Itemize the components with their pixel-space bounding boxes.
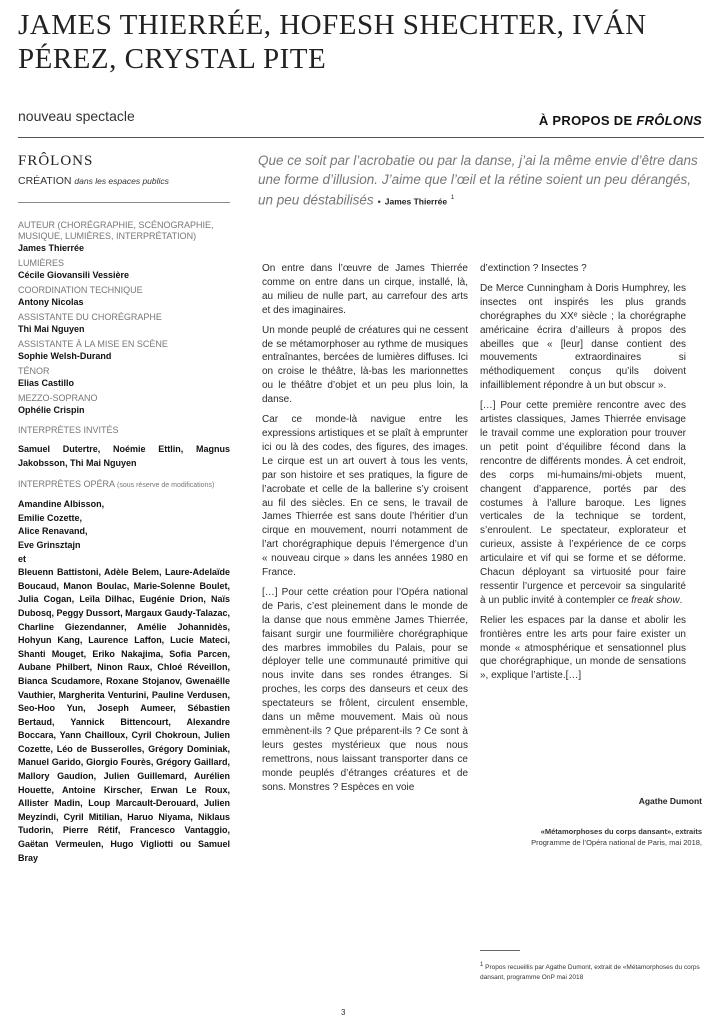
credit-item (18, 220, 230, 254)
credit-item (18, 285, 230, 308)
article-paragraph: Un monde peuplé de créatures qui ne cessent de se métamorphoser au rythme de musiques entraînantes, bercées de lumières diffuses. Ici on croise le théâtre, là-bas les marionnettes ou le théâtre d’objet et un peu plus loin, la danse. (262, 324, 468, 406)
article-paragraph (480, 399, 686, 608)
show-type-main: CRÉATION (18, 175, 75, 187)
opera-principal: Eve Grinsztajn (18, 539, 81, 550)
article-text: . (679, 594, 683, 606)
credit-role: AUTEUR (CHORÉGRAPHIE, SCÉNOGRAPHIE, MUSIQUE, LUMIÈRES, INTERPRÉTATION) (18, 220, 214, 241)
opera-principal: Alice Renavand, (18, 526, 88, 537)
credit-name: Sophie Welsh-Durand (18, 351, 112, 361)
guests-title: INTERPRÈTES INVITÉS (18, 425, 119, 435)
credit-role: ASSISTANTE DU CHORÉGRAPHE (18, 312, 162, 322)
article-paragraph: […] Pour cette création pour l’Opéra national de Paris, c’est pleinement dans le monde de la danse que nous emmène James Thierrée, faisant surgir une fourmilière chorégraphique des marbres immobiles du Palais, pour se déployer telle une communauté primitive qui nous invite dans ses rondes étranges. Si proches, les corps des danseurs et ceux des spectateurs se frôlent, circulent ensemble, dans un même mouvement. Mais où nous emmènent-ils ? Que préparent-ils ? Ce sont à leurs gestes mystérieux que nous nous remettrons, nous laissant transporter dans ce monde peuplés d’étranges créatures et de sons. Monstres ? Espèces en voie (262, 586, 468, 793)
show-type-detail: dans les espaces publics (74, 176, 169, 186)
section-heading (539, 113, 702, 128)
article-paragraph: De Merce Cunningham à Doris Humphrey, les insectes ont inspirés les plus grands chorégraphes du XXᵉ siècle ; la chorégraphe américaine écrira d’ailleurs à propos des abeilles que « [leur] danse contient des mouvements extraordinaires si méthodiquement conçus qu’ils doivent infailliblement répondre à un but obscur ». (480, 282, 686, 392)
footnote (480, 960, 704, 983)
show-type (18, 175, 169, 187)
quote-footnote-ref: 1 (450, 195, 455, 201)
article-text: […] Pour cette première rencontre avec des artistes classiques, James Thierrée envisage le travail comme une exploration pour trouver un petit point d’équilibre fécond dans la rencontre de différents mondes. À cet endroit, des corps mi-humains/mi-objets muent, changent d’apparence, portés par des costumes à l’allure baroque. Les lignes verticales de la technique se tordent, s’enroulent. Le spectateur, explorateur et curieux, assiste à l’expérience de ce corps articulaire et vif qui se forme et se déforme. Chacun déployant sa virtuosité pour faire ressentir l’urgence et percevoir sa singularité à un public invité à contempler ce (480, 400, 686, 606)
credit-name: Thi Mai Nguyen (18, 324, 85, 334)
signature-source (472, 826, 702, 848)
credit-name: Cécile Giovansili Vessière (18, 270, 130, 280)
credit-role: LUMIÈRES (18, 258, 65, 268)
footnote-divider (480, 950, 520, 951)
page-number: 3 (341, 1008, 346, 1017)
signature-name: Agathe Dumont (638, 796, 702, 806)
guests-list: Samuel Dutertre, Noémie Ettlin, Magnus Jakobsson, Thi Mai Nguyen (18, 444, 230, 468)
opera-list: Bleuenn Battistoni, Adèle Belem, Laure-Adelaïde Boucaud, Manon Boulac, Marie-Solenne Boulet, Julia Cogan, Leïla Dilhac, Eugénie Drion, Naïs Dubosq, Peggy Dussort, Margaux Gaudy-Talazac, Charline Giezendanner, Amélie Johannidès, Hohyun Kang, Laurence Laffon, Lucie Mateci, Shanti Mouget, Eriko Nakajima, Sofia Parcen, Aubane Philbert, Ninon Raux, Chloé Réveillon, Bianca Scudamore, Roxane Stojanov, Gwenaëlle Vauthier, Margherita Venturini, Pauline Verdusen, Seo-Hoo Yun, Joseph Aumeer, Sébastien Bertaud, Yannick Bittencourt, Alexandre Boccara, Yann Chailloux, Cyril Chokroun, Julien Cozette, Léo de Busserolles, Grégory Dominiak, Manuel Garido, Giorgio Fourès, Grégory Gaillard, Mallory Gaudion, Julien Guillemard, Aurélien Houette, Antoine Kirscher, Erwan Le Roux, Allister Madin, Loup Marcault-Derouard, Julien Meyzindi, Cyril Mitilian, Haruo Niyama, Niklaus Tudorin, Pierre Rétif, Francesco Vantaggio, Gaëtan Vermeulen, Hugo Vigliotti ou Samuel Bray (18, 567, 230, 863)
quote-text: Que ce soit par l’acrobatie ou par la danse, j’ai la même envie d’être dans une forme d’illusion. J’aime que l’œil et la rétine soient un peu dérangés, un peu déstabilisés (258, 153, 698, 208)
article-emphasis: freak show (631, 594, 680, 606)
credit-item (18, 393, 230, 416)
page-title: JAMES THIERRÉE, HOFESH SHECHTER, IVÁN PÉREZ, CRYSTAL PITE (18, 9, 647, 75)
credit-name: Elias Castillo (18, 378, 75, 388)
credit-role: ASSISTANTE À LA MISE EN SCÈNE (18, 339, 168, 349)
section-heading-emph: FRÔLONS (636, 113, 702, 128)
quote-bullet: • (377, 196, 381, 207)
opera-title (18, 479, 230, 491)
article-column-1 (262, 262, 468, 801)
source-title: «Métamorphoses du corps dansant», extraits (540, 827, 702, 836)
credit-role: TÉNOR (18, 366, 50, 376)
pull-quote (258, 151, 698, 212)
article-paragraph: d’extinction ? Insectes ? (480, 263, 587, 274)
opera-conjunction: et (18, 553, 27, 564)
opera-title-label: INTERPRÈTES OPÉRA (18, 479, 118, 490)
credits-sidebar (18, 220, 230, 865)
source-publication: Programme de l’Opéra national de Paris, mai 2018, (531, 838, 702, 847)
credit-item (18, 258, 230, 281)
footnote-number: 1 (480, 962, 484, 968)
article-paragraph: Relier les espaces par la danse et abolir les frontières entre les arts pour faire exister un monde « atmosphérique et sensationnel plus que chorégraphique, un monde de sensations », explique l’artiste.[…] (480, 614, 686, 682)
opera-principal: Amandine Albisson, (18, 499, 105, 510)
credit-name: Ophélie Crispin (18, 405, 85, 415)
credit-role: COORDINATION TECHNIQUE (18, 285, 143, 295)
credit-name: Antony Nicolas (18, 297, 84, 307)
credit-role: MEZZO-SOPRANO (18, 393, 98, 403)
opera-principal: Emilie Cozette, (18, 512, 83, 523)
article-column-2 (480, 262, 686, 689)
page-subtitle: nouveau spectacle (18, 108, 135, 124)
article-paragraph: On entre dans l’œuvre de James Thierrée comme on entre dans un cirque, installé, là, au milieu de nulle part, au carrefour des arts et des imaginaires. (262, 263, 468, 316)
opera-title-note: (sous réserve de modifications) (117, 482, 215, 490)
sidebar-divider (18, 202, 230, 203)
article-paragraph: Car ce monde-là navigue entre les expressions artistiques et se plaît à emprunter ici ou là des codes, des figures, des images. Le cirque est un art ouvert à tous les vents, par son histoire et ses pratiques, la figure de l’acrobate et celle de la ballerine s’y croisent au fil des siècles. En ce sens, le travail de James Thierrée est sans doute l’héritier d’un cirque en mouvement, nourri notamment de l’art chorégraphique depuis l’émergence d’un « nouveau cirque » dans les années 1980 en France. (262, 414, 468, 579)
credit-item (18, 339, 230, 362)
footnote-text: Propos recueillis par Agathe Dumont, extrait de «Métamorphoses du corps dansant, programme OnP mai 2018 (480, 964, 700, 982)
show-title: FRÔLONS (18, 153, 94, 169)
credit-name: James Thierrée (18, 243, 85, 253)
section-heading-prefix: À PROPOS DE (538, 113, 637, 128)
credit-item (18, 312, 230, 335)
credit-item (18, 366, 230, 389)
header-divider (18, 137, 704, 138)
quote-author: James Thierrée (384, 196, 448, 207)
